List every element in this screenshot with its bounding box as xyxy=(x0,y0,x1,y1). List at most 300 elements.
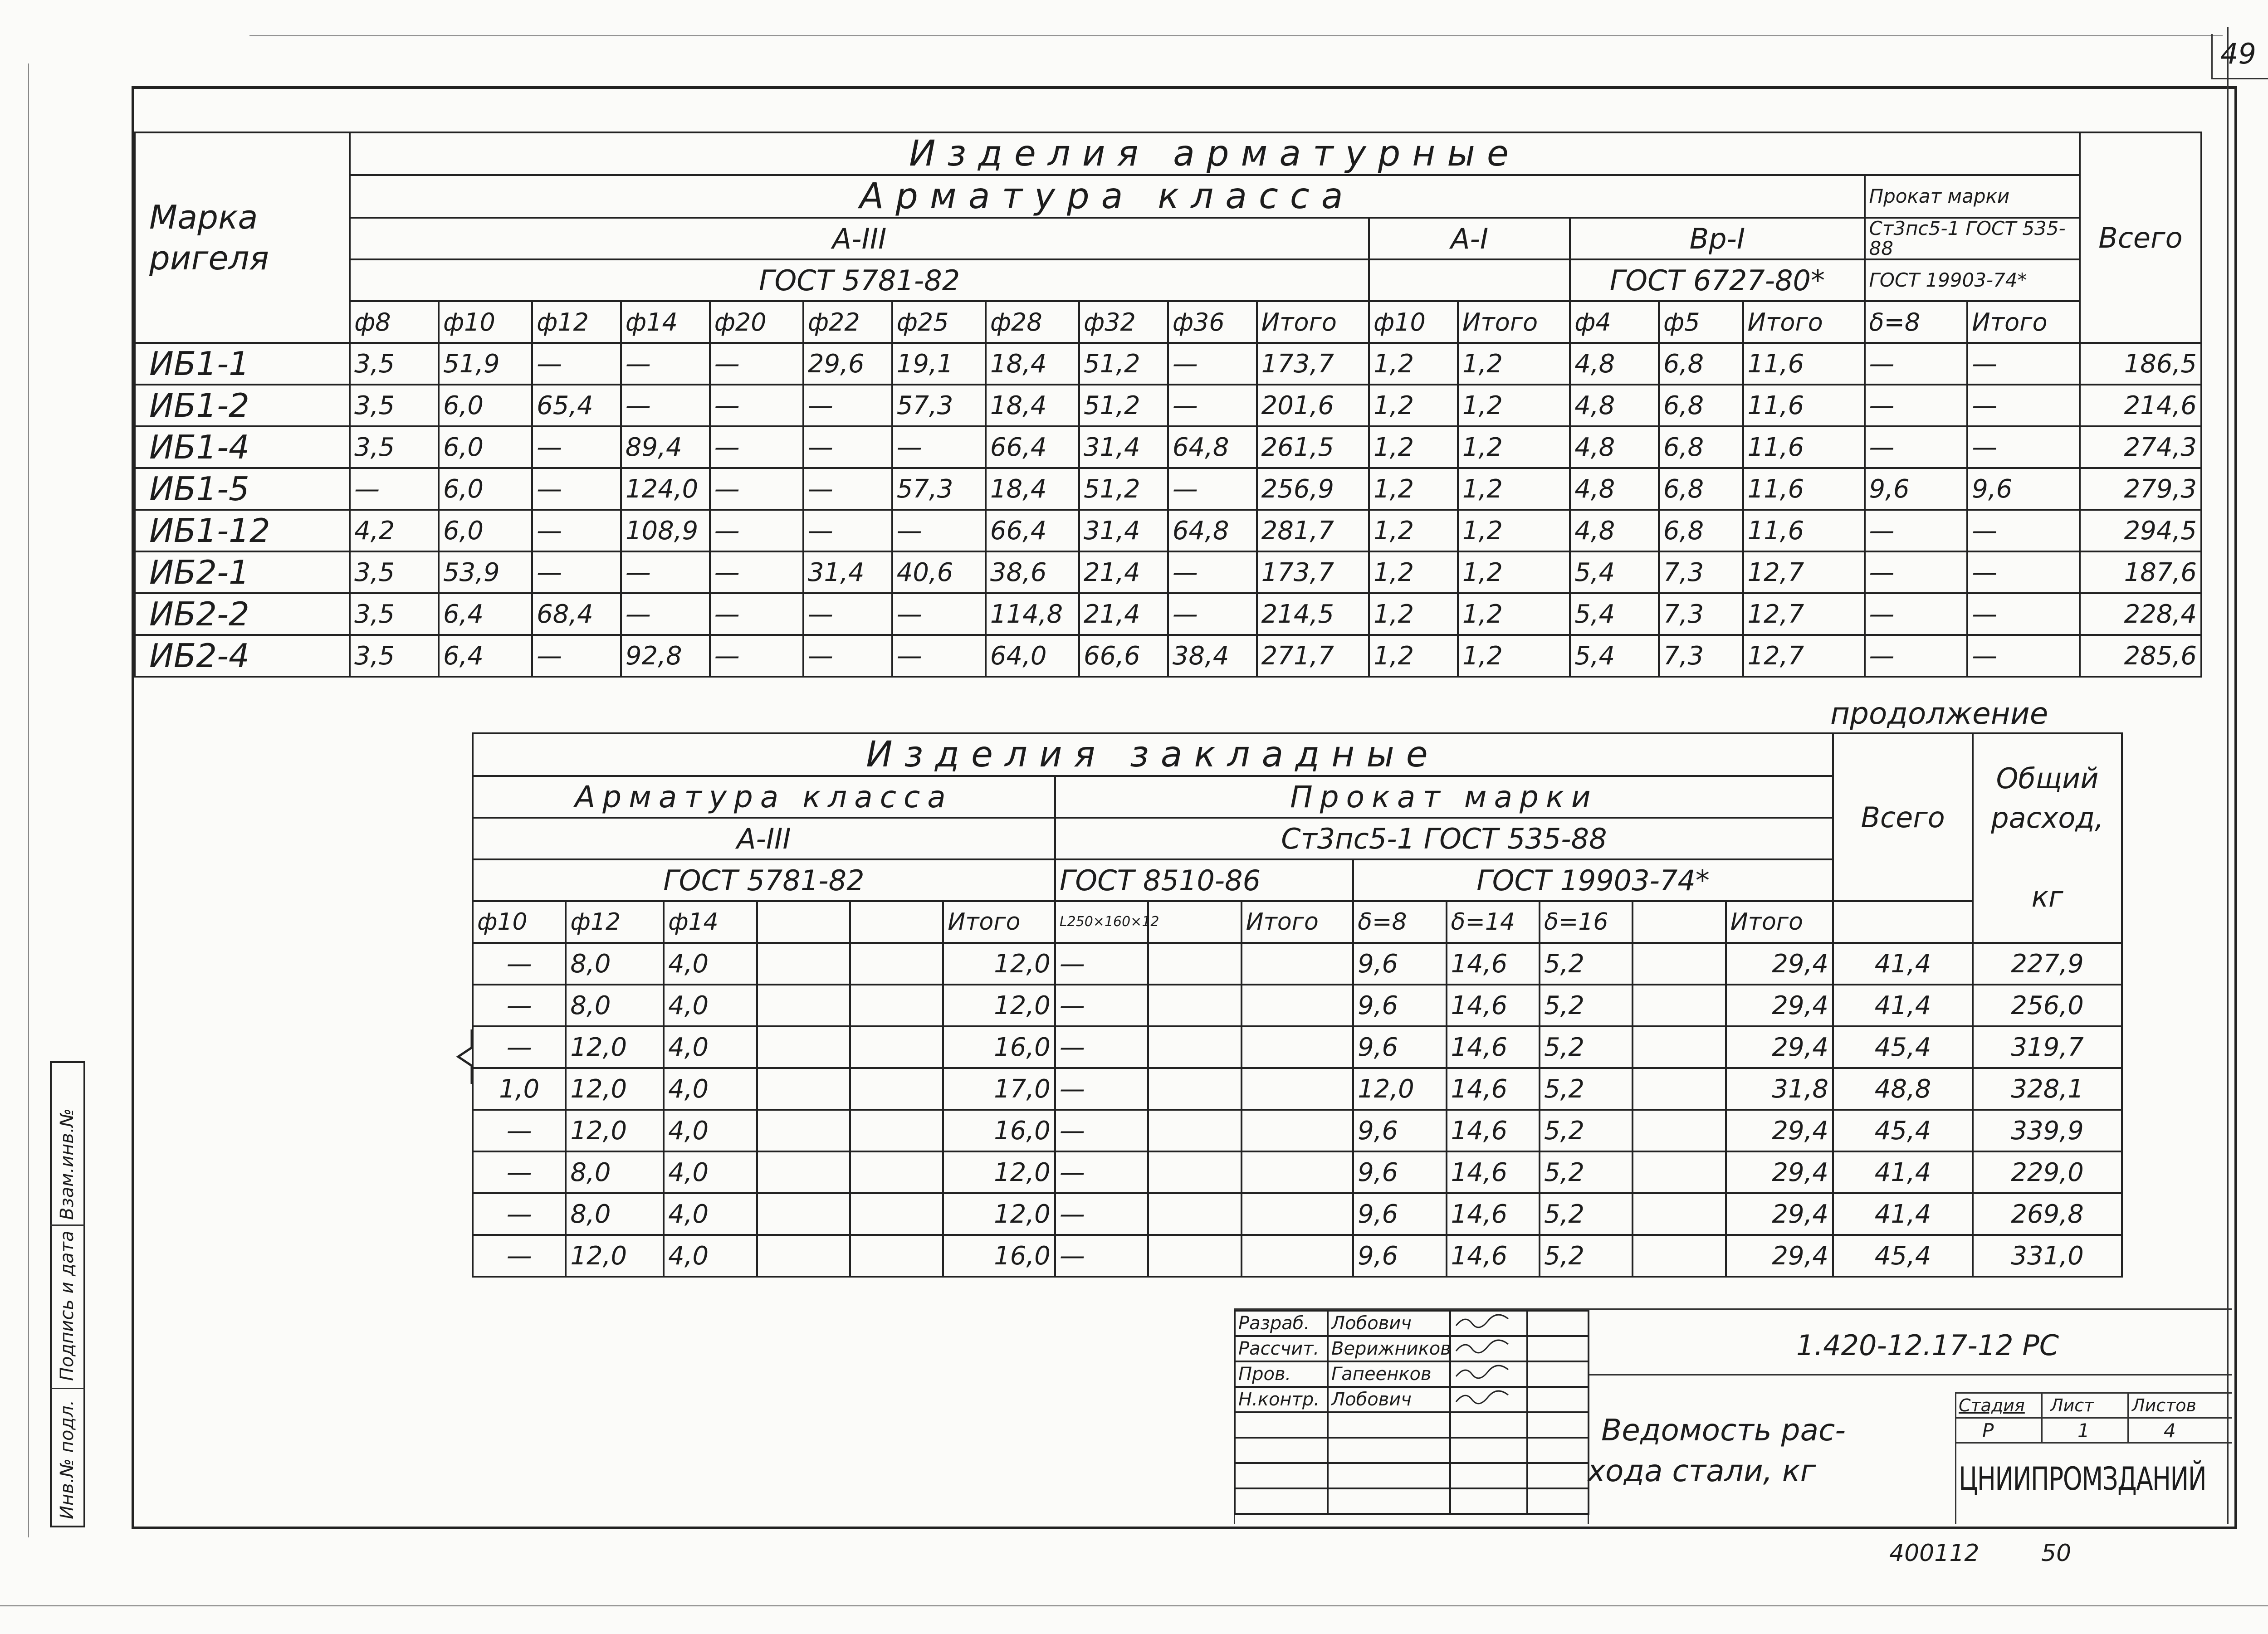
table-cell: — xyxy=(892,426,986,468)
stamp-role: Пров. xyxy=(1235,1361,1328,1387)
row-mark: ИБ1-12 xyxy=(135,510,350,551)
table-cell: 14,6 xyxy=(1447,1068,1540,1110)
stamp-empty xyxy=(1235,1463,1328,1488)
table-cell: 201,6 xyxy=(1257,385,1369,426)
t1-col-header: ф20 xyxy=(710,301,803,343)
table-cell: 9,6 xyxy=(1353,985,1446,1026)
row-total: 228,4 xyxy=(2080,593,2201,635)
table-cell xyxy=(757,1068,850,1110)
table-cell: 14,6 xyxy=(1447,1151,1540,1193)
table-cell: — xyxy=(1967,593,2080,635)
table-cell: 3,5 xyxy=(350,635,439,677)
stamp-code: 1.420-12.17-12 РС xyxy=(1796,1329,2059,1362)
t1-col-header: ф5 xyxy=(1659,301,1743,343)
row-overall: 256,0 xyxy=(1973,985,2122,1026)
table-row xyxy=(135,510,2201,551)
stamp-row xyxy=(1235,1488,1589,1514)
table-cell: 51,2 xyxy=(1079,343,1168,385)
table-cell: 7,3 xyxy=(1659,635,1743,677)
table-cell: 4,0 xyxy=(664,1026,757,1068)
table-cell: — xyxy=(1055,985,1148,1026)
table-cell: 12,0 xyxy=(943,943,1055,985)
table-cell xyxy=(850,1193,943,1235)
table-cell: 8,0 xyxy=(566,1193,664,1235)
table-row xyxy=(473,1193,2122,1235)
table-cell xyxy=(1242,1151,1354,1193)
stamp-role: Н.контр. xyxy=(1235,1387,1328,1412)
bottom-edge-line xyxy=(0,1605,2268,1606)
table-cell: 1,2 xyxy=(1458,551,1570,593)
side-sep-2 xyxy=(50,1388,85,1389)
table-cell: — xyxy=(532,426,621,468)
table-cell: — xyxy=(710,468,803,510)
t1-col-header: Итого xyxy=(1967,301,2080,343)
table-row xyxy=(135,551,2201,593)
table-cell: 9,6 xyxy=(1353,1235,1446,1277)
table-cell: 261,5 xyxy=(1257,426,1369,468)
table-cell: — xyxy=(710,593,803,635)
table-row xyxy=(473,1151,2122,1193)
table-cell: — xyxy=(1967,635,2080,677)
t2-col-header xyxy=(1633,901,1725,943)
table-cell: 12,7 xyxy=(1743,551,1865,593)
table-cell: 31,8 xyxy=(1726,1068,1833,1110)
table-cell: — xyxy=(892,635,986,677)
t2-overall-header xyxy=(1973,733,2122,943)
table-cell: 3,5 xyxy=(350,385,439,426)
t2-col-header xyxy=(757,901,850,943)
table-cell: 271,7 xyxy=(1257,635,1369,677)
table-cell: — xyxy=(621,551,710,593)
t2-prokat-steel: Ст3пс5-1 ГОСТ 535-88 xyxy=(1055,818,1833,859)
t2-total-header: Всего xyxy=(1833,733,1973,901)
table-cell: — xyxy=(532,635,621,677)
t2-col-header: Итого xyxy=(943,901,1055,943)
table-cell: — xyxy=(1967,551,2080,593)
table-cell: 12,0 xyxy=(566,1068,664,1110)
table-cell: — xyxy=(710,426,803,468)
table-cell: 65,4 xyxy=(532,385,621,426)
table-cell: 281,7 xyxy=(1257,510,1369,551)
table-row xyxy=(135,385,2201,426)
table-cell: 5,2 xyxy=(1540,1151,1633,1193)
table-cell: 1,2 xyxy=(1458,593,1570,635)
table-cell: — xyxy=(1055,1235,1148,1277)
t2-col-header: δ=16 xyxy=(1540,901,1633,943)
table-cell xyxy=(1148,1068,1241,1110)
table-cell: 1,2 xyxy=(1458,468,1570,510)
table-cell: — xyxy=(892,510,986,551)
corner-number-line xyxy=(2211,78,2268,79)
table-cell: — xyxy=(803,510,892,551)
group-title: Изделия арматурные xyxy=(350,132,2080,175)
table-cell: 38,6 xyxy=(986,551,1079,593)
table-cell xyxy=(1633,1193,1725,1235)
table-cell: 12,7 xyxy=(1743,635,1865,677)
table-cell: 29,6 xyxy=(803,343,892,385)
sheets-value: 4 xyxy=(2164,1419,2176,1442)
row-overall: 331,0 xyxy=(1973,1235,2122,1277)
subgroup-title: Арматура класса xyxy=(350,175,1864,218)
t1-col-header: Итого xyxy=(1743,301,1865,343)
table-cell: — xyxy=(710,343,803,385)
table-cell: 8,0 xyxy=(566,943,664,985)
row-total: 186,5 xyxy=(2080,343,2201,385)
t2-armatura-title: Арматура класса xyxy=(473,776,1055,818)
prokat-steel: Ст3пс5-1 ГОСТ 535-88 xyxy=(1865,218,2080,259)
stamp-empty xyxy=(1527,1361,1589,1387)
table-cell: 6,4 xyxy=(439,593,532,635)
table-cell: 5,2 xyxy=(1540,1068,1633,1110)
row-total: 45,4 xyxy=(1833,1110,1973,1151)
t1-col-header: ф10 xyxy=(1369,301,1458,343)
t2-col-header: Итого xyxy=(1242,901,1354,943)
table-cell: 11,6 xyxy=(1743,468,1865,510)
table-cell: 14,6 xyxy=(1447,985,1540,1026)
table-cell: 1,2 xyxy=(1458,426,1570,468)
table-cell xyxy=(1148,1151,1241,1193)
table-cell: 214,5 xyxy=(1257,593,1369,635)
continuation-label: продолжение xyxy=(1830,696,2048,731)
table-cell: 18,4 xyxy=(986,468,1079,510)
table-cell: 7,3 xyxy=(1659,593,1743,635)
stamp-empty xyxy=(1328,1463,1450,1488)
table-cell: 6,0 xyxy=(439,426,532,468)
table-cell xyxy=(757,1151,850,1193)
table-cell: 12,0 xyxy=(943,1193,1055,1235)
stamp-empty xyxy=(1328,1488,1450,1514)
stamp-role: Рассчит. xyxy=(1235,1336,1328,1361)
table-cell: 16,0 xyxy=(943,1235,1055,1277)
table-cell: — xyxy=(621,385,710,426)
table-cell: 16,0 xyxy=(943,1026,1055,1068)
side-label-sign: Подпись и дата xyxy=(57,1230,78,1381)
row-total: 45,4 xyxy=(1833,1235,1973,1277)
table-cell: — xyxy=(473,985,566,1026)
table-cell xyxy=(1242,1235,1354,1277)
table-cell xyxy=(757,985,850,1026)
table-cell xyxy=(1242,1068,1354,1110)
table-cell: 29,4 xyxy=(1726,1151,1833,1193)
table-cell xyxy=(1148,943,1241,985)
table-cell: 5,2 xyxy=(1540,1110,1633,1151)
t1-col-header: ф28 xyxy=(986,301,1079,343)
stamp-title-2: хода стали, кг xyxy=(1588,1454,1816,1488)
table-cell: — xyxy=(621,343,710,385)
row-total: 279,3 xyxy=(2080,468,2201,510)
class-a1: А-I xyxy=(1369,218,1570,259)
stamp-empty xyxy=(1450,1463,1527,1488)
stage-value: Р xyxy=(1982,1419,1994,1442)
table-cell: 9,6 xyxy=(1353,1110,1446,1151)
stamp-names xyxy=(1234,1310,1589,1515)
table-cell xyxy=(1633,1235,1725,1277)
class-bp1: Вр-I xyxy=(1570,218,1864,259)
table-cell xyxy=(1148,985,1241,1026)
table-cell xyxy=(1633,1068,1725,1110)
corner-number-sep xyxy=(2211,34,2213,79)
table-cell: 21,4 xyxy=(1079,593,1168,635)
table-cell xyxy=(757,1110,850,1151)
table-cell xyxy=(1633,1110,1725,1151)
table-cell xyxy=(1242,943,1354,985)
table-cell: 4,8 xyxy=(1570,510,1659,551)
stage-block-top xyxy=(1955,1392,2232,1394)
table-row xyxy=(473,943,2122,985)
t2-col-header xyxy=(1148,901,1241,943)
table-cell: 7,3 xyxy=(1659,551,1743,593)
table-cell: — xyxy=(532,510,621,551)
footer-page: 50 xyxy=(2041,1540,2072,1567)
table-cell: 4,0 xyxy=(664,943,757,985)
table-cell: 51,9 xyxy=(439,343,532,385)
table-row xyxy=(473,985,2122,1026)
row-total: 48,8 xyxy=(1833,1068,1973,1110)
table-cell: 38,4 xyxy=(1168,635,1257,677)
gost-bp1: ГОСТ 6727-80* xyxy=(1570,259,1864,301)
row-total: 274,3 xyxy=(2080,426,2201,468)
table-cell: 9,6 xyxy=(1353,1026,1446,1068)
top-dash-line xyxy=(249,35,2223,36)
table-cell: 124,0 xyxy=(621,468,710,510)
table-cell: 1,2 xyxy=(1458,510,1570,551)
table-cell: 66,4 xyxy=(986,510,1079,551)
table-row xyxy=(473,1235,2122,1277)
stamp-name: Лобович xyxy=(1328,1311,1450,1336)
table-cell: 6,0 xyxy=(439,510,532,551)
stamp-row xyxy=(1235,1412,1589,1438)
table-row xyxy=(135,635,2201,677)
row-mark: ИБ2-1 xyxy=(135,551,350,593)
table-cell: 12,0 xyxy=(943,985,1055,1026)
stamp-code-line xyxy=(1588,1374,2232,1375)
table-cell xyxy=(850,1026,943,1068)
t2-overall-title: Общий расход, xyxy=(1991,762,2104,835)
table-cell: 3,5 xyxy=(350,593,439,635)
table-cell: 53,9 xyxy=(439,551,532,593)
col-mark-header: Марка ригеля xyxy=(135,132,350,343)
table-cell: — xyxy=(1168,551,1257,593)
row-total: 41,4 xyxy=(1833,1193,1973,1235)
table-cell: — xyxy=(803,593,892,635)
table-cell: 4,0 xyxy=(664,1068,757,1110)
stamp-empty xyxy=(1527,1387,1589,1412)
table-cell: — xyxy=(1967,426,2080,468)
table-cell xyxy=(1148,1110,1241,1151)
table-cell: 29,4 xyxy=(1726,943,1833,985)
table-cell: 1,2 xyxy=(1458,385,1570,426)
t2-gost-8510: ГОСТ 8510-86 xyxy=(1055,859,1353,901)
table-cell: 18,4 xyxy=(986,385,1079,426)
table-cell xyxy=(850,943,943,985)
t2-gost-a3: ГОСТ 5781-82 xyxy=(473,859,1055,901)
table-cell: 114,8 xyxy=(986,593,1079,635)
gost-a3: ГОСТ 5781-82 xyxy=(350,259,1369,301)
stamp-empty xyxy=(1527,1463,1589,1488)
table-cell: — xyxy=(710,551,803,593)
signature-icon xyxy=(1450,1336,1527,1361)
table-cell: 9,6 xyxy=(1353,1151,1446,1193)
table-cell: 9,6 xyxy=(1865,468,1968,510)
table-cell xyxy=(757,1026,850,1068)
table-cell: — xyxy=(892,593,986,635)
table-cell: — xyxy=(1168,343,1257,385)
table-cell: 19,1 xyxy=(892,343,986,385)
side-sep-1 xyxy=(50,1224,85,1226)
table-cell xyxy=(1633,1151,1725,1193)
row-mark: ИБ1-2 xyxy=(135,385,350,426)
table-cell: — xyxy=(532,551,621,593)
table-cell: 12,0 xyxy=(566,1235,664,1277)
table-cell xyxy=(1148,1193,1241,1235)
table-cell: 6,4 xyxy=(439,635,532,677)
stamp-name: Верижников xyxy=(1328,1336,1450,1361)
table-cell: — xyxy=(1055,943,1148,985)
table-cell: 5,2 xyxy=(1540,1235,1633,1277)
stamp-empty xyxy=(1235,1438,1328,1463)
side-label-replace: Взам.инв.№ xyxy=(57,1108,78,1220)
table-cell: 1,2 xyxy=(1369,468,1458,510)
row-total: 285,6 xyxy=(2080,635,2201,677)
stamp-row xyxy=(1235,1438,1589,1463)
sheet-value: 1 xyxy=(2077,1419,2090,1442)
table-cell: — xyxy=(621,593,710,635)
table-cell: 1,2 xyxy=(1369,510,1458,551)
table-cell xyxy=(850,1068,943,1110)
table-cell: 3,5 xyxy=(350,551,439,593)
t1-col-header: Итого xyxy=(1458,301,1570,343)
t2-class-a3: А-III xyxy=(473,818,1055,859)
table-cell: 4,0 xyxy=(664,1193,757,1235)
table-cell: 3,5 xyxy=(350,343,439,385)
stamp-row xyxy=(1235,1361,1589,1387)
t1-col-header: ф36 xyxy=(1168,301,1257,343)
table-cell: 1,2 xyxy=(1369,426,1458,468)
t1-col-header: ф22 xyxy=(803,301,892,343)
table-cell: 64,8 xyxy=(1168,426,1257,468)
stamp-row xyxy=(1235,1311,1589,1336)
table-cell: 6,0 xyxy=(439,468,532,510)
table-cell: — xyxy=(710,510,803,551)
row-mark: ИБ2-4 xyxy=(135,635,350,677)
table-cell: 40,6 xyxy=(892,551,986,593)
table-cell: 31,4 xyxy=(803,551,892,593)
row-mark: ИБ2-2 xyxy=(135,593,350,635)
stamp-row xyxy=(1235,1336,1589,1361)
table-cell: 12,0 xyxy=(1353,1068,1446,1110)
table-cell xyxy=(1242,1110,1354,1151)
table-cell xyxy=(1148,1026,1241,1068)
table-row xyxy=(135,343,2201,385)
table-cell: 14,6 xyxy=(1447,943,1540,985)
row-total: 214,6 xyxy=(2080,385,2201,426)
table-cell: 4,8 xyxy=(1570,426,1659,468)
table-cell: 1,2 xyxy=(1369,385,1458,426)
table-cell: — xyxy=(532,468,621,510)
table-cell: 1,2 xyxy=(1369,551,1458,593)
stamp-empty xyxy=(1450,1438,1527,1463)
prokat-title: Прокат марки xyxy=(1865,175,2080,218)
side-label-inv: Инв.№ подл. xyxy=(57,1400,78,1519)
table-cell: 6,8 xyxy=(1659,468,1743,510)
table-cell: 64,0 xyxy=(986,635,1079,677)
row-mark: ИБ1-1 xyxy=(135,343,350,385)
table-cell xyxy=(850,1110,943,1151)
table-cell: — xyxy=(1865,593,1968,635)
t1-col-header: ф8 xyxy=(350,301,439,343)
table-cell: 1,2 xyxy=(1369,593,1458,635)
table-cell: — xyxy=(473,1110,566,1151)
table-cell: 6,8 xyxy=(1659,343,1743,385)
table-cell: 4,8 xyxy=(1570,468,1659,510)
table-cell: 12,0 xyxy=(566,1110,664,1151)
table-cell: 14,6 xyxy=(1447,1235,1540,1277)
table-cell: 3,5 xyxy=(350,426,439,468)
table-cell xyxy=(1242,1193,1354,1235)
t1-col-header: ф25 xyxy=(892,301,986,343)
table-cell: 6,8 xyxy=(1659,426,1743,468)
prokat-gost: ГОСТ 19903-74* xyxy=(1865,259,2080,301)
table-cell: 57,3 xyxy=(892,468,986,510)
table-cell: — xyxy=(532,343,621,385)
table-cell: 8,0 xyxy=(566,1151,664,1193)
table-cell: 29,4 xyxy=(1726,1026,1833,1068)
footer-code: 400112 xyxy=(1889,1540,1980,1567)
table-cell: 5,2 xyxy=(1540,1193,1633,1235)
t2-group-title: Изделия закладные xyxy=(473,733,1833,776)
table-cell: — xyxy=(1865,385,1968,426)
table-cell: — xyxy=(1865,635,1968,677)
t2-col-header: ф12 xyxy=(566,901,664,943)
t1-col-header: ф12 xyxy=(532,301,621,343)
table-cell: — xyxy=(1865,426,1968,468)
stamp-empty xyxy=(1527,1438,1589,1463)
table-cell: 64,8 xyxy=(1168,510,1257,551)
table-cell: 89,4 xyxy=(621,426,710,468)
table-cell: 4,8 xyxy=(1570,343,1659,385)
stamp-row xyxy=(1235,1387,1589,1412)
stamp-empty xyxy=(1328,1412,1450,1438)
table-row xyxy=(135,426,2201,468)
table-cell: — xyxy=(710,385,803,426)
stage-sep-1 xyxy=(2041,1392,2043,1442)
stamp-name: Гапеенков xyxy=(1328,1361,1450,1387)
table-cell: — xyxy=(473,943,566,985)
table-cell: — xyxy=(1055,1068,1148,1110)
table-cell: 5,2 xyxy=(1540,1026,1633,1068)
row-overall: 339,9 xyxy=(1973,1110,2122,1151)
row-total: 187,6 xyxy=(2080,551,2201,593)
table-cell: 108,9 xyxy=(621,510,710,551)
table-cell: — xyxy=(1967,385,2080,426)
stamp-name: Лобович xyxy=(1328,1387,1450,1412)
t2-col-header: δ=8 xyxy=(1353,901,1446,943)
table-cell: — xyxy=(710,635,803,677)
table-cell: 4,0 xyxy=(664,1110,757,1151)
table-cell: 8,0 xyxy=(566,985,664,1026)
table-cell: 31,4 xyxy=(1079,426,1168,468)
column-header-row xyxy=(135,301,2201,343)
table-cell: — xyxy=(473,1151,566,1193)
stamp-title-1: Ведомость рас- xyxy=(1601,1413,1846,1448)
t1-col-header: δ=8 xyxy=(1865,301,1968,343)
gost-a1-empty xyxy=(1369,259,1570,301)
table-cell xyxy=(1148,1235,1241,1277)
table-cell: — xyxy=(803,635,892,677)
signature-icon xyxy=(1450,1361,1527,1387)
table-cell: 29,4 xyxy=(1726,1193,1833,1235)
table-cell xyxy=(1242,985,1354,1026)
